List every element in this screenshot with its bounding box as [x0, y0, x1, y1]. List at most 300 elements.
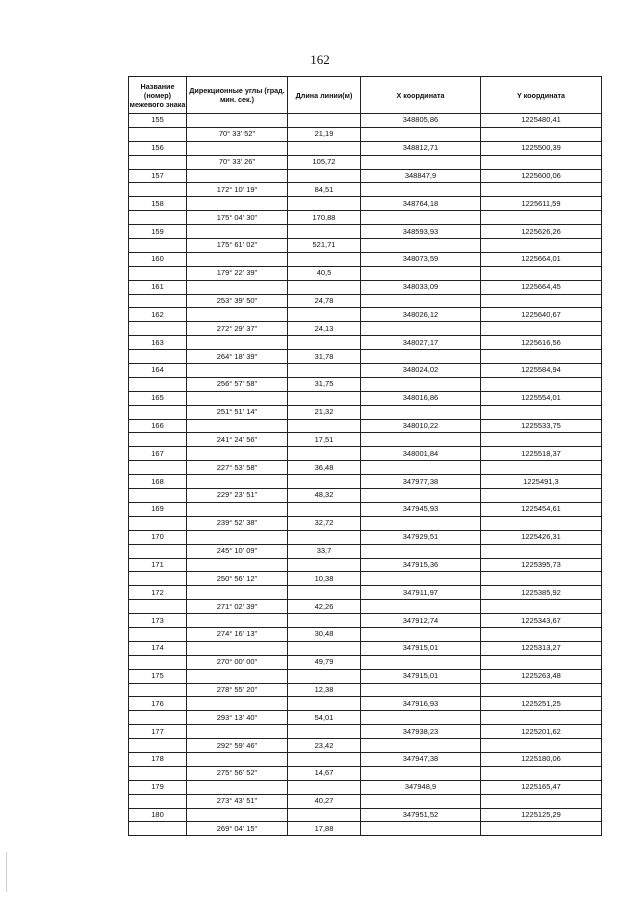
empty-x-cell	[361, 350, 481, 364]
point-y: 1225426,31	[481, 530, 602, 544]
segment-length: 14,67	[288, 766, 361, 780]
segment-row	[129, 655, 602, 669]
empty-x-cell	[361, 405, 481, 419]
point-x: 348016,86	[361, 391, 481, 405]
segment-angle: 251° 51' 14"	[187, 405, 288, 419]
point-x: 348847,9	[361, 169, 481, 183]
segment-row	[129, 822, 602, 836]
empty-angle-cell	[187, 308, 288, 322]
point-id: 157	[129, 169, 187, 183]
segment-angle: 250° 56' 12"	[187, 572, 288, 586]
segment-angle: 245° 10' 09"	[187, 544, 288, 558]
point-x: 347977,38	[361, 475, 481, 489]
point-id: 176	[129, 697, 187, 711]
empty-id-cell	[129, 239, 187, 253]
empty-y-cell	[481, 239, 602, 253]
table-header-row	[129, 77, 602, 114]
empty-length-cell	[288, 752, 361, 766]
point-row	[129, 614, 602, 628]
point-x: 348812,71	[361, 141, 481, 155]
empty-y-cell	[481, 127, 602, 141]
segment-length: 10,38	[288, 572, 361, 586]
empty-x-cell	[361, 794, 481, 808]
point-row	[129, 197, 602, 211]
segment-row	[129, 572, 602, 586]
point-id: 168	[129, 475, 187, 489]
segment-length: 31,78	[288, 350, 361, 364]
segment-length: 54,01	[288, 711, 361, 725]
empty-angle-cell	[187, 252, 288, 266]
empty-y-cell	[481, 794, 602, 808]
point-y: 1225584,94	[481, 364, 602, 378]
point-y: 1225611,59	[481, 197, 602, 211]
point-x: 348001,84	[361, 447, 481, 461]
empty-length-cell	[288, 641, 361, 655]
empty-x-cell	[361, 461, 481, 475]
empty-angle-cell	[187, 141, 288, 155]
segment-row	[129, 322, 602, 336]
point-x: 347948,9	[361, 780, 481, 794]
segment-length: 40,27	[288, 794, 361, 808]
empty-y-cell	[481, 766, 602, 780]
empty-angle-cell	[187, 475, 288, 489]
point-y: 1225518,37	[481, 447, 602, 461]
empty-angle-cell	[187, 530, 288, 544]
empty-length-cell	[288, 141, 361, 155]
empty-id-cell	[129, 461, 187, 475]
point-y: 1225251,25	[481, 697, 602, 711]
empty-x-cell	[361, 239, 481, 253]
empty-angle-cell	[187, 336, 288, 350]
empty-id-cell	[129, 350, 187, 364]
point-x: 348010,22	[361, 419, 481, 433]
point-id: 179	[129, 780, 187, 794]
point-y: 1225395,73	[481, 558, 602, 572]
segment-row	[129, 711, 602, 725]
point-id: 164	[129, 364, 187, 378]
segment-row	[129, 683, 602, 697]
point-x: 347915,36	[361, 558, 481, 572]
segment-length: 84,51	[288, 183, 361, 197]
empty-x-cell	[361, 183, 481, 197]
segment-length: 48,32	[288, 489, 361, 503]
empty-id-cell	[129, 739, 187, 753]
segment-angle: 273° 43' 51"	[187, 794, 288, 808]
point-id: 162	[129, 308, 187, 322]
point-id: 156	[129, 141, 187, 155]
point-id: 155	[129, 114, 187, 128]
point-y: 1225664,45	[481, 280, 602, 294]
segment-row	[129, 600, 602, 614]
segment-length: 31,75	[288, 377, 361, 391]
segment-length: 33,7	[288, 544, 361, 558]
empty-length-cell	[288, 225, 361, 239]
empty-angle-cell	[187, 808, 288, 822]
empty-angle-cell	[187, 725, 288, 739]
empty-length-cell	[288, 502, 361, 516]
point-y: 1225600,06	[481, 169, 602, 183]
point-x: 347945,93	[361, 502, 481, 516]
empty-x-cell	[361, 766, 481, 780]
empty-length-cell	[288, 475, 361, 489]
empty-x-cell	[361, 711, 481, 725]
segment-angle: 239° 52' 38"	[187, 516, 288, 530]
point-y: 1225454,61	[481, 502, 602, 516]
point-y: 1225616,56	[481, 336, 602, 350]
point-id: 175	[129, 669, 187, 683]
segment-row	[129, 489, 602, 503]
segment-length: 42,26	[288, 600, 361, 614]
boundary-coordinates-table	[128, 76, 602, 836]
segment-row	[129, 294, 602, 308]
point-x: 348024,02	[361, 364, 481, 378]
point-id: 160	[129, 252, 187, 266]
empty-id-cell	[129, 405, 187, 419]
empty-length-cell	[288, 419, 361, 433]
empty-id-cell	[129, 489, 187, 503]
point-y: 1225554,01	[481, 391, 602, 405]
empty-angle-cell	[187, 752, 288, 766]
empty-id-cell	[129, 683, 187, 697]
segment-angle: 292° 59' 46"	[187, 739, 288, 753]
point-y: 1225385,92	[481, 586, 602, 600]
point-id: 170	[129, 530, 187, 544]
segment-angle: 229° 23' 51"	[187, 489, 288, 503]
segment-length: 170,88	[288, 211, 361, 225]
empty-angle-cell	[187, 614, 288, 628]
empty-id-cell	[129, 572, 187, 586]
empty-y-cell	[481, 461, 602, 475]
empty-y-cell	[481, 405, 602, 419]
empty-y-cell	[481, 377, 602, 391]
point-row	[129, 169, 602, 183]
segment-length: 40,5	[288, 266, 361, 280]
empty-x-cell	[361, 433, 481, 447]
empty-length-cell	[288, 780, 361, 794]
segment-row	[129, 794, 602, 808]
empty-angle-cell	[187, 169, 288, 183]
point-id: 163	[129, 336, 187, 350]
empty-id-cell	[129, 766, 187, 780]
point-y: 1225125,29	[481, 808, 602, 822]
point-id: 171	[129, 558, 187, 572]
point-x: 347912,74	[361, 614, 481, 628]
point-row	[129, 391, 602, 405]
empty-y-cell	[481, 489, 602, 503]
empty-x-cell	[361, 544, 481, 558]
empty-id-cell	[129, 377, 187, 391]
empty-y-cell	[481, 655, 602, 669]
segment-length: 21,19	[288, 127, 361, 141]
empty-y-cell	[481, 266, 602, 280]
point-row	[129, 530, 602, 544]
point-x: 347915,01	[361, 641, 481, 655]
segment-angle: 271° 02' 39"	[187, 600, 288, 614]
point-y: 1225263,48	[481, 669, 602, 683]
empty-id-cell	[129, 294, 187, 308]
point-id: 165	[129, 391, 187, 405]
point-id: 172	[129, 586, 187, 600]
segment-angle: 293° 13' 40"	[187, 711, 288, 725]
point-id: 177	[129, 725, 187, 739]
point-row	[129, 419, 602, 433]
point-row	[129, 752, 602, 766]
point-y: 1225640,67	[481, 308, 602, 322]
segment-angle: 227° 53' 58"	[187, 461, 288, 475]
point-y: 1225480,41	[481, 114, 602, 128]
point-row	[129, 808, 602, 822]
empty-x-cell	[361, 655, 481, 669]
scan-edge-mark	[6, 852, 7, 892]
empty-y-cell	[481, 433, 602, 447]
point-row	[129, 475, 602, 489]
empty-length-cell	[288, 197, 361, 211]
segment-length: 30,48	[288, 627, 361, 641]
point-y: 1225343,67	[481, 614, 602, 628]
empty-x-cell	[361, 572, 481, 586]
point-id: 159	[129, 225, 187, 239]
empty-x-cell	[361, 739, 481, 753]
point-y: 1225201,62	[481, 725, 602, 739]
empty-length-cell	[288, 530, 361, 544]
point-row	[129, 225, 602, 239]
point-x: 347938,23	[361, 725, 481, 739]
empty-length-cell	[288, 586, 361, 600]
empty-y-cell	[481, 350, 602, 364]
empty-x-cell	[361, 516, 481, 530]
point-row	[129, 308, 602, 322]
point-x: 347915,01	[361, 669, 481, 683]
empty-x-cell	[361, 127, 481, 141]
empty-angle-cell	[187, 391, 288, 405]
point-x: 347929,51	[361, 530, 481, 544]
segment-angle: 256° 57' 58"	[187, 377, 288, 391]
segment-row	[129, 766, 602, 780]
segment-row	[129, 544, 602, 558]
segment-row	[129, 377, 602, 391]
point-id: 174	[129, 641, 187, 655]
empty-angle-cell	[187, 502, 288, 516]
empty-angle-cell	[187, 114, 288, 128]
empty-x-cell	[361, 266, 481, 280]
header-angle: Дирекционные углы (град. мин. сек.)	[187, 77, 288, 114]
point-row	[129, 364, 602, 378]
empty-y-cell	[481, 516, 602, 530]
point-id: 161	[129, 280, 187, 294]
segment-angle: 275° 56' 52"	[187, 766, 288, 780]
point-y: 1225533,75	[481, 419, 602, 433]
point-x: 347947,38	[361, 752, 481, 766]
segment-length: 49,79	[288, 655, 361, 669]
segment-angle: 70° 33' 52"	[187, 127, 288, 141]
empty-length-cell	[288, 364, 361, 378]
empty-angle-cell	[187, 447, 288, 461]
header-y: Y координата	[481, 77, 602, 114]
empty-angle-cell	[187, 586, 288, 600]
segment-angle: 269° 04' 15"	[187, 822, 288, 836]
segment-length: 521,71	[288, 239, 361, 253]
empty-x-cell	[361, 683, 481, 697]
empty-id-cell	[129, 516, 187, 530]
empty-angle-cell	[187, 364, 288, 378]
point-y: 1225180,06	[481, 752, 602, 766]
empty-length-cell	[288, 447, 361, 461]
segment-length: 32,72	[288, 516, 361, 530]
empty-x-cell	[361, 155, 481, 169]
empty-x-cell	[361, 627, 481, 641]
empty-id-cell	[129, 211, 187, 225]
empty-x-cell	[361, 322, 481, 336]
empty-id-cell	[129, 711, 187, 725]
point-y: 1225664,01	[481, 252, 602, 266]
empty-x-cell	[361, 294, 481, 308]
point-row	[129, 252, 602, 266]
segment-row	[129, 155, 602, 169]
empty-length-cell	[288, 808, 361, 822]
segment-length: 17,51	[288, 433, 361, 447]
empty-y-cell	[481, 572, 602, 586]
point-y: 1225500,39	[481, 141, 602, 155]
segment-angle: 70° 33' 26"	[187, 155, 288, 169]
segment-row	[129, 183, 602, 197]
empty-length-cell	[288, 391, 361, 405]
point-y: 1225165,47	[481, 780, 602, 794]
empty-id-cell	[129, 627, 187, 641]
segment-length: 24,78	[288, 294, 361, 308]
empty-angle-cell	[187, 280, 288, 294]
segment-angle: 274° 16' 13"	[187, 627, 288, 641]
segment-row	[129, 433, 602, 447]
empty-x-cell	[361, 377, 481, 391]
point-x: 347916,93	[361, 697, 481, 711]
empty-id-cell	[129, 183, 187, 197]
empty-id-cell	[129, 322, 187, 336]
point-id: 169	[129, 502, 187, 516]
point-y: 1225626,26	[481, 225, 602, 239]
segment-row	[129, 739, 602, 753]
header-name: Название (номер) межевого знака	[129, 77, 187, 114]
empty-id-cell	[129, 600, 187, 614]
empty-length-cell	[288, 558, 361, 572]
empty-x-cell	[361, 211, 481, 225]
empty-length-cell	[288, 725, 361, 739]
point-row	[129, 114, 602, 128]
point-id: 166	[129, 419, 187, 433]
empty-angle-cell	[187, 225, 288, 239]
segment-length: 23,42	[288, 739, 361, 753]
empty-x-cell	[361, 600, 481, 614]
empty-y-cell	[481, 183, 602, 197]
empty-angle-cell	[187, 780, 288, 794]
segment-angle: 179° 22' 39"	[187, 266, 288, 280]
empty-y-cell	[481, 322, 602, 336]
empty-angle-cell	[187, 197, 288, 211]
empty-id-cell	[129, 155, 187, 169]
segment-angle: 278° 55' 20"	[187, 683, 288, 697]
empty-angle-cell	[187, 641, 288, 655]
segment-row	[129, 266, 602, 280]
point-y: 1225313,27	[481, 641, 602, 655]
point-x: 348805,86	[361, 114, 481, 128]
point-id: 167	[129, 447, 187, 461]
point-x: 347911,97	[361, 586, 481, 600]
empty-y-cell	[481, 544, 602, 558]
page-number: 162	[310, 52, 330, 67]
segment-row	[129, 350, 602, 364]
empty-y-cell	[481, 211, 602, 225]
segment-angle: 272° 29' 37"	[187, 322, 288, 336]
segment-length: 24,13	[288, 322, 361, 336]
empty-length-cell	[288, 280, 361, 294]
point-id: 178	[129, 752, 187, 766]
point-row	[129, 558, 602, 572]
empty-length-cell	[288, 336, 361, 350]
empty-id-cell	[129, 266, 187, 280]
empty-y-cell	[481, 739, 602, 753]
table-body	[129, 114, 602, 836]
point-row	[129, 780, 602, 794]
empty-length-cell	[288, 669, 361, 683]
point-id: 173	[129, 614, 187, 628]
empty-length-cell	[288, 308, 361, 322]
segment-length: 17,88	[288, 822, 361, 836]
point-row	[129, 280, 602, 294]
empty-length-cell	[288, 697, 361, 711]
empty-y-cell	[481, 683, 602, 697]
segment-angle: 175° 04' 30"	[187, 211, 288, 225]
empty-id-cell	[129, 655, 187, 669]
segment-angle: 253° 39' 50"	[187, 294, 288, 308]
empty-y-cell	[481, 822, 602, 836]
empty-angle-cell	[187, 419, 288, 433]
segment-length: 105,72	[288, 155, 361, 169]
empty-id-cell	[129, 433, 187, 447]
empty-id-cell	[129, 544, 187, 558]
point-row	[129, 502, 602, 516]
empty-x-cell	[361, 489, 481, 503]
segment-angle: 241° 24' 56"	[187, 433, 288, 447]
empty-id-cell	[129, 127, 187, 141]
point-x: 348033,09	[361, 280, 481, 294]
header-x: X координата	[361, 77, 481, 114]
point-x: 348026,12	[361, 308, 481, 322]
point-x: 348073,59	[361, 252, 481, 266]
point-row	[129, 669, 602, 683]
segment-row	[129, 239, 602, 253]
empty-id-cell	[129, 822, 187, 836]
empty-x-cell	[361, 822, 481, 836]
point-y: 1225491,3	[481, 475, 602, 489]
segment-length: 12,38	[288, 683, 361, 697]
segment-row	[129, 127, 602, 141]
segment-length: 21,32	[288, 405, 361, 419]
empty-y-cell	[481, 627, 602, 641]
point-id: 180	[129, 808, 187, 822]
empty-angle-cell	[187, 669, 288, 683]
point-row	[129, 697, 602, 711]
point-row	[129, 336, 602, 350]
point-row	[129, 586, 602, 600]
header-length: Длина линии(м)	[288, 77, 361, 114]
segment-row	[129, 405, 602, 419]
segment-row	[129, 461, 602, 475]
segment-row	[129, 627, 602, 641]
segment-row	[129, 211, 602, 225]
point-row	[129, 141, 602, 155]
point-x: 348027,17	[361, 336, 481, 350]
segment-angle: 264° 18' 39"	[187, 350, 288, 364]
empty-length-cell	[288, 114, 361, 128]
